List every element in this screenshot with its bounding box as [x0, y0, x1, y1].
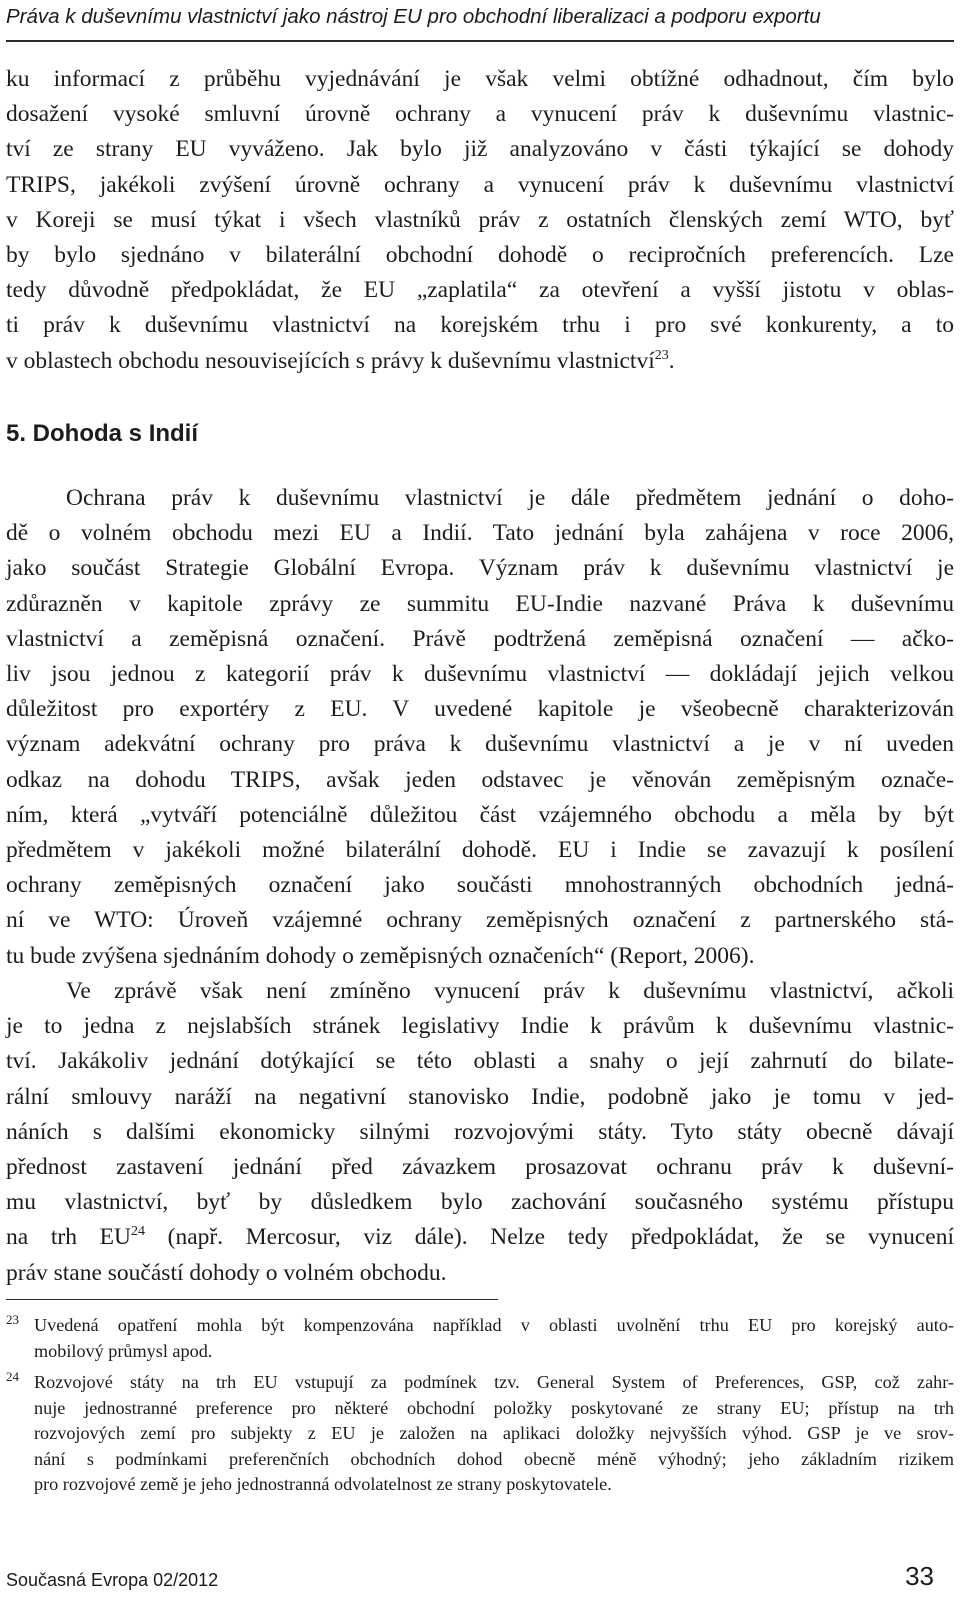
text-line: zdůrazněn v kapitole zprávy ze summitu EU-Indie nazvané Práva k duševnímu — [6, 590, 954, 617]
text-fragment: (např. Mercosur, viz dále). Nelze tedy předpokládat, že se vynucení — [144, 1224, 954, 1251]
text-line: tví. Jakákoliv jednání dotýkající se této oblasti a snahy o její zahrnutí do bilate- — [6, 1048, 954, 1075]
text-line: ním, která „vytváří potenciálně důležitou část vzájemného obchodu a měla by být — [6, 801, 954, 828]
footnote-number: 23 — [6, 1312, 19, 1327]
paragraph-continuation — [6, 62, 954, 379]
text-line: tví ze strany EU vyváženo. Jak bylo již analyzováno v části týkající se dohody — [6, 136, 954, 163]
text-line: odkaz na dohodu TRIPS, avšak jeden odstavec je věnován zeměpisným označe- — [6, 766, 954, 793]
footnote-23 — [6, 1313, 954, 1364]
text-line: tu bude zvýšena sjednáním dohody o zeměpisných označeních“ (Report, 2006). — [6, 942, 755, 969]
text-fragment: v oblastech obchodu nesouvisejících s právy k duševnímu vlastnictví — [6, 347, 655, 374]
text-line: jako součást Strategie Globální Evropa. Význam práv k duševnímu vlastnictví je — [6, 555, 954, 582]
text-line: předmětem v jakékoli možné bilaterální dohodě. EU i Indie se zavazují k posílení — [6, 837, 954, 864]
text-line: důležitost pro exportéry z EU. V uvedené kapitole je všeobecně charakterizován — [6, 696, 954, 723]
text-line: Ve zprávě však není zmíněno vynucení práv k duševnímu vlastnictví, ačkoli — [66, 978, 954, 1004]
footnote-body — [34, 1313, 954, 1364]
text-line: Uvedená opatření mohla být kompenzována například v oblasti uvolnění trhu EU pro korejský auto- — [34, 1315, 954, 1335]
text-line: mu vlastnictví, byť by důsledkem bylo zachování současného systému přístupu — [6, 1189, 954, 1216]
paragraph-india-agreement — [6, 481, 954, 974]
text-line — [6, 1220, 954, 1255]
text-line: rozvojových zemí pro subjekty z EU je založen na aplikaci doložky nejvyšších výhod. GSP je ve srov- — [34, 1423, 954, 1443]
page-number: 33 — [905, 1561, 934, 1591]
header-rule — [6, 40, 954, 42]
text-line: ní ve WTO: Úroveň vzájemné ochrany zeměpisných označení z partnerského stá- — [6, 907, 954, 934]
text-line: pro rozvojové země je jeho jednostranná odvolatelnost ze strany poskytovatele. — [34, 1474, 612, 1494]
text-line: náních s dalšími ekonomicky silnými rozvojovými státy. Tyto státy obecně dávají — [6, 1118, 954, 1145]
text-line: Rozvojové státy na trh EU vstupují za podmínek tzv. General System of Preferences, GSP, což zahr- — [34, 1372, 954, 1392]
journal-name: Současná Evropa 02/2012 — [6, 1570, 219, 1590]
text-line: tedy důvodně předpokládat, že EU „zaplatila“ za otevření a vyšší jistotu v oblas- — [6, 277, 954, 304]
paragraph-enforcement — [6, 974, 954, 1291]
text-line: ti práv k duševnímu vlastnictví na korejském trhu i pro své konkurenty, a to — [6, 312, 954, 339]
footnote-number: 24 — [6, 1369, 19, 1384]
text-line: nání s podmínkami preferenčních obchodních dohod obecně méně výhodný; jeho základním rizikem — [34, 1448, 954, 1469]
text-line: ku informací z průběhu vyjednávání je však velmi obtížné odhadnout, čím bylo — [6, 66, 954, 92]
text-line: význam adekvátní ochrany pro práva k duševnímu vlastnictví a je v ní uveden — [6, 731, 954, 758]
text-line: rální smlouvy naráží na negativní stanovisko Indie, podobně jako je tomu v jed- — [6, 1083, 954, 1110]
text-fragment: . — [668, 347, 675, 374]
text-line: ochrany zeměpisných označení jako součásti mnohostranných obchodních jedná- — [6, 872, 954, 899]
text-line: vlastnictví a zeměpisná označení. Právě podtržená zeměpisná označení — ačko- — [6, 625, 954, 652]
text-line: Ochrana práv k duševnímu vlastnictví je dále předmětem jednání o doho- — [66, 485, 954, 511]
text-line: v Koreji se musí týkat i všech vlastníků práv z ostatních členských zemí WTO, byť — [6, 206, 954, 233]
text-line: nuje jednostranné preference pro některé obchodní položky poskytované ze strany EU; přístup na trh — [34, 1397, 954, 1418]
footnote-rule — [6, 1299, 498, 1300]
text-line: práv stane součástí dohody o volném obchodu. — [6, 1259, 447, 1286]
text-line: přednost zastavení jednání před závazkem prosazovat ochranu práv k duševní- — [6, 1154, 954, 1181]
text-line: TRIPS, jakékoli zvýšení úrovně ochrany a vynucení práv k duševnímu vlastnictví — [6, 171, 954, 198]
text-line: liv jsou jednou z kategorií práv k duševnímu vlastnictví — dokládají jejich velkou — [6, 661, 954, 688]
text-line: dosažení vysoké smluvní úrovně ochrany a vynucení práv k duševnímu vlastnic- — [6, 101, 954, 128]
footnote-24 — [6, 1370, 954, 1498]
footnote-ref-23[interactable]: 23 — [654, 347, 669, 363]
text-line — [6, 344, 954, 379]
section-heading: 5. Dohoda s Indií — [6, 420, 199, 447]
text-line: mobilový průmysl apod. — [34, 1340, 213, 1361]
text-line: je to jedna z nejslabších stránek legislativy Indie k právům k duševnímu vlastnic- — [6, 1013, 954, 1040]
footnote-ref-24[interactable]: 24 — [130, 1224, 145, 1240]
text-line: by bylo sjednáno v bilaterální obchodní dohodě o recipročních preferencích. Lze — [6, 242, 954, 269]
text-fragment: na trh EU — [6, 1224, 131, 1251]
footnote-body — [34, 1370, 954, 1498]
running-header: Práva k duševnímu vlastnictví jako nástroj EU pro obchodní liberalizaci a podporu exportu — [6, 5, 821, 28]
text-line: dě o volném obchodu mezi EU a Indií. Tato jednání byla zahájena v roce 2006, — [6, 520, 954, 547]
